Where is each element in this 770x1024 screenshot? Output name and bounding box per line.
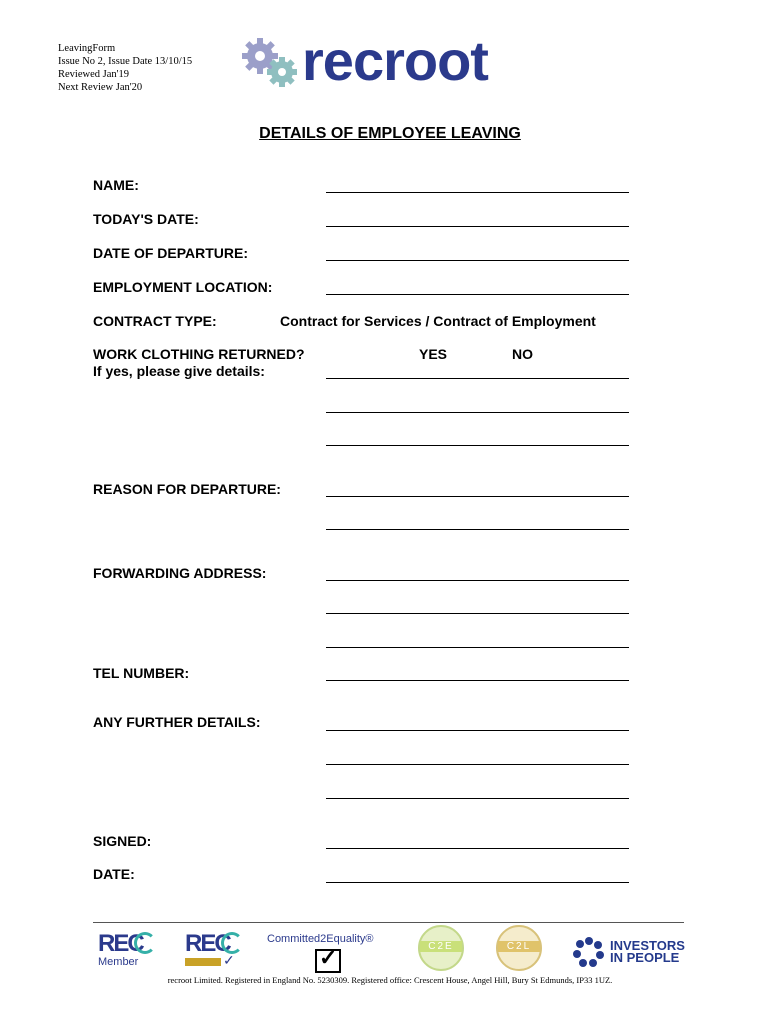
todays-date-line[interactable] xyxy=(326,226,629,227)
document-meta xyxy=(58,42,192,94)
date-label: DATE: xyxy=(93,866,135,882)
clothing-details-line[interactable] xyxy=(326,412,629,413)
departure-date-line[interactable] xyxy=(326,260,629,261)
iip-line: INVESTORS xyxy=(610,938,685,953)
recroot-logo xyxy=(240,29,540,92)
meta-line: Next Review Jan'20 xyxy=(58,82,143,93)
c2l-badge-text: C2L xyxy=(498,941,540,952)
rec-letters: REC xyxy=(98,930,143,957)
footer-legal: recroot Limited. Registered in England No. 5230309. Registered office: Crescent House, Angel Hill, Bury St Edmunds, IP33 1UZ. xyxy=(167,975,613,985)
yes-option[interactable]: YES xyxy=(419,346,448,362)
rec-letters: REC xyxy=(185,930,230,957)
further-details-line[interactable] xyxy=(326,764,629,765)
rec-swirl-icon xyxy=(221,932,243,954)
name-line[interactable] xyxy=(326,192,629,193)
further-details-line[interactable] xyxy=(326,798,629,799)
committed2equality-logo xyxy=(267,933,374,973)
forwarding-address-line[interactable] xyxy=(326,613,629,614)
meta-line: Issue No 2, Issue Date 13/10/15 xyxy=(58,56,193,67)
iip-emblem-icon xyxy=(572,935,606,969)
committed2equality-text: Committed2Equality® xyxy=(267,933,374,945)
forwarding-address-label: FORWARDING ADDRESS: xyxy=(93,565,267,581)
rec-bar xyxy=(185,952,235,968)
iip-line: IN PEOPLE xyxy=(610,950,680,965)
c2e-badge xyxy=(418,925,464,971)
signed-line[interactable] xyxy=(326,848,629,849)
meta-line: Reviewed Jan'19 xyxy=(58,69,129,80)
todays-date-label: TODAY'S DATE: xyxy=(93,211,199,227)
forwarding-address-line[interactable] xyxy=(326,647,629,648)
tick-icon: ✓ xyxy=(223,952,235,968)
tel-label: TEL NUMBER: xyxy=(93,665,190,681)
clothing-details-line[interactable] xyxy=(326,445,629,446)
c2e-badge-text: C2E xyxy=(420,941,462,952)
iip-text xyxy=(610,940,685,964)
investors-in-people-logo xyxy=(572,935,685,969)
further-details-line[interactable] xyxy=(326,730,629,731)
employment-location-line[interactable] xyxy=(326,294,629,295)
checkbox-tick-icon: ✓ xyxy=(315,949,341,973)
date-line[interactable] xyxy=(326,882,629,883)
no-option[interactable]: NO xyxy=(512,346,533,362)
reason-line[interactable] xyxy=(326,496,629,497)
logo-text: recroot xyxy=(302,29,488,92)
reason-label: REASON FOR DEPARTURE: xyxy=(93,481,281,497)
gears-icon xyxy=(240,34,302,92)
forwarding-address-line[interactable] xyxy=(326,580,629,581)
contract-options[interactable]: Contract for Services / Contract of Employment xyxy=(280,313,596,329)
rec-member-caption: Member xyxy=(98,956,139,968)
further-details-label: ANY FURTHER DETAILS: xyxy=(93,714,261,730)
rec-member-logo xyxy=(98,930,154,968)
rec-swirl-icon xyxy=(134,932,156,954)
reason-line[interactable] xyxy=(326,529,629,530)
clothing-details-label: If yes, please give details: xyxy=(93,363,265,379)
work-clothing-label: WORK CLOTHING RETURNED? xyxy=(93,346,305,362)
employment-location-label: EMPLOYMENT LOCATION: xyxy=(93,279,273,295)
tel-line[interactable] xyxy=(326,680,629,681)
page-title: DETAILS OF EMPLOYEE LEAVING xyxy=(259,125,521,142)
c2l-badge xyxy=(496,925,542,971)
rec-auditor-logo xyxy=(185,930,241,966)
signed-label: SIGNED: xyxy=(93,833,152,849)
name-label: NAME: xyxy=(93,177,139,193)
footer-divider xyxy=(93,922,684,923)
clothing-details-line[interactable] xyxy=(326,378,629,379)
departure-date-label: DATE OF DEPARTURE: xyxy=(93,245,249,261)
contract-type-label: CONTRACT TYPE: xyxy=(93,313,217,329)
meta-line: LeavingForm xyxy=(58,43,116,54)
